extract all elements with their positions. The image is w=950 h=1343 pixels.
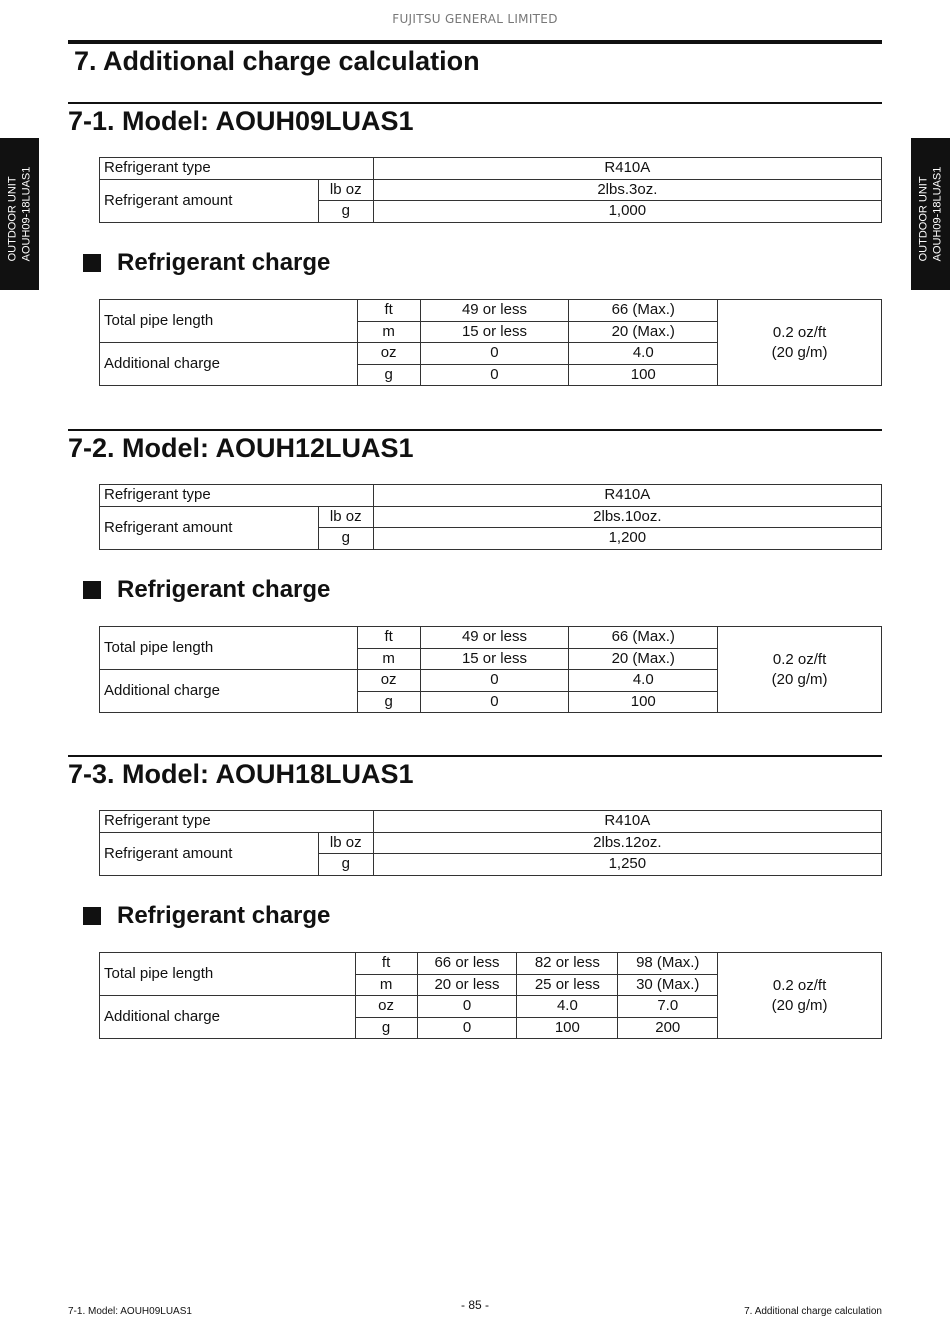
cell: 4.0 (569, 343, 718, 365)
unit-ft: ft (357, 627, 420, 649)
footer-section-ref: 7-1. Model: AOUH09LUAS1 (68, 1306, 192, 1317)
additional-charge-label: Additional charge (100, 670, 358, 713)
cell: 49 or less (420, 300, 569, 322)
table-row (100, 953, 882, 975)
unit-g: g (318, 854, 373, 876)
section-title: 7-2. Model: AOUH12LUAS1 (68, 433, 414, 463)
unit-m: m (357, 648, 420, 670)
table-row (100, 832, 882, 854)
amount-g-value: 1,200 (373, 528, 881, 550)
cell: 20 (Max.) (569, 321, 718, 343)
unit-oz: oz (357, 670, 420, 692)
cell: 200 (618, 1017, 718, 1039)
unit-oz: oz (357, 343, 420, 365)
cell: 20 or less (417, 974, 517, 996)
unit-ft: ft (357, 300, 420, 322)
refrigerant-charge-label: Refrigerant charge (117, 902, 331, 929)
charge-table (99, 299, 882, 386)
cell: 0 (417, 1017, 517, 1039)
side-tab-right (911, 138, 950, 290)
page-number: - 85 - (460, 1298, 489, 1312)
cell: 66 (Max.) (569, 627, 718, 649)
unit-lboz: lb oz (318, 506, 373, 528)
rate-per-m: (20 g/m) (771, 670, 828, 688)
table-row (100, 627, 882, 649)
cell: 15 or less (420, 321, 569, 343)
section-rule (68, 102, 882, 104)
amount-lboz-value: 2lbs.12oz. (373, 832, 881, 854)
unit-m: m (355, 974, 417, 996)
cell: 66 (Max.) (569, 300, 718, 322)
table-row (100, 506, 882, 528)
unit-g: g (355, 1017, 417, 1039)
unit-oz: oz (355, 996, 417, 1018)
refrigerant-type-value: R410A (373, 485, 881, 507)
cell: 0 (420, 670, 569, 692)
cell: 20 (Max.) (569, 648, 718, 670)
refrigerant-type-label: Refrigerant type (100, 811, 374, 833)
section-rule (68, 429, 882, 431)
cell: 0 (420, 343, 569, 365)
table-row (100, 179, 882, 201)
charge-rate (718, 627, 882, 713)
cell: 66 or less (417, 953, 517, 975)
amount-g-value: 1,250 (373, 854, 881, 876)
charge-table (99, 626, 882, 713)
top-rule (68, 40, 882, 44)
refrigerant-charge-label: Refrigerant charge (117, 249, 331, 276)
section-title: 7-3. Model: AOUH18LUAS1 (68, 759, 414, 789)
rate-per-ft: 0.2 oz/ft (772, 323, 827, 341)
side-tab-line2: AOUH09-18LUAS1 (931, 166, 944, 262)
cell: 49 or less (420, 627, 569, 649)
total-pipe-length-label: Total pipe length (100, 627, 358, 670)
refrigerant-type-label: Refrigerant type (100, 158, 374, 180)
refrigerant-charge-heading (83, 576, 330, 604)
refrigerant-amount-label: Refrigerant amount (100, 832, 319, 875)
footer-chapter-ref: 7. Additional charge calculation (744, 1306, 882, 1317)
charge-table (99, 952, 882, 1039)
section-rule (68, 755, 882, 757)
cell: 4.0 (517, 996, 618, 1018)
cell: 4.0 (569, 670, 718, 692)
rate-per-ft: 0.2 oz/ft (772, 650, 827, 668)
side-tab-line1: OUTDOOR UNIT (917, 176, 930, 262)
side-tab-line1: OUTDOOR UNIT (6, 176, 19, 262)
table-row (100, 485, 882, 507)
unit-g: g (318, 201, 373, 223)
unit-g: g (357, 691, 420, 713)
rate-per-m: (20 g/m) (771, 343, 828, 361)
square-bullet-icon (83, 907, 101, 925)
refrigerant-amount-label: Refrigerant amount (100, 179, 319, 222)
total-pipe-length-label: Total pipe length (100, 953, 356, 996)
refrigerant-table (99, 484, 882, 550)
cell: 30 (Max.) (618, 974, 718, 996)
rate-per-ft: 0.2 oz/ft (772, 976, 827, 994)
amount-lboz-value: 2lbs.3oz. (373, 179, 881, 201)
additional-charge-label: Additional charge (100, 343, 358, 386)
total-pipe-length-label: Total pipe length (100, 300, 358, 343)
cell: 25 or less (517, 974, 618, 996)
cell: 15 or less (420, 648, 569, 670)
refrigerant-charge-label: Refrigerant charge (117, 576, 331, 603)
additional-charge-label: Additional charge (100, 996, 356, 1039)
square-bullet-icon (83, 254, 101, 272)
chapter-title: 7. Additional charge calculation (74, 46, 480, 76)
amount-lboz-value: 2lbs.10oz. (373, 506, 881, 528)
charge-rate (718, 300, 882, 386)
unit-lboz: lb oz (318, 179, 373, 201)
unit-g: g (357, 364, 420, 386)
unit-g: g (318, 528, 373, 550)
cell: 100 (569, 364, 718, 386)
table-row (100, 300, 882, 322)
refrigerant-charge-heading (83, 249, 330, 277)
side-tab-left (0, 138, 39, 290)
refrigerant-table (99, 810, 882, 876)
unit-ft: ft (355, 953, 417, 975)
refrigerant-charge-heading (83, 902, 330, 930)
cell: 7.0 (618, 996, 718, 1018)
cell: 0 (420, 691, 569, 713)
cell: 0 (417, 996, 517, 1018)
refrigerant-table (99, 157, 882, 223)
refrigerant-type-value: R410A (373, 811, 881, 833)
unit-lboz: lb oz (318, 832, 373, 854)
square-bullet-icon (83, 581, 101, 599)
refrigerant-type-value: R410A (373, 158, 881, 180)
refrigerant-type-label: Refrigerant type (100, 485, 374, 507)
table-row (100, 811, 882, 833)
cell: 82 or less (517, 953, 618, 975)
rate-per-m: (20 g/m) (771, 996, 828, 1014)
cell: 100 (569, 691, 718, 713)
cell: 98 (Max.) (618, 953, 718, 975)
cell: 0 (420, 364, 569, 386)
cell: 100 (517, 1017, 618, 1039)
table-row (100, 158, 882, 180)
amount-g-value: 1,000 (373, 201, 881, 223)
company-header: FUJITSU GENERAL LIMITED (392, 12, 558, 26)
unit-m: m (357, 321, 420, 343)
side-tab-line2: AOUH09-18LUAS1 (20, 166, 33, 262)
charge-rate (718, 953, 882, 1039)
refrigerant-amount-label: Refrigerant amount (100, 506, 319, 549)
section-title: 7-1. Model: AOUH09LUAS1 (68, 106, 414, 136)
